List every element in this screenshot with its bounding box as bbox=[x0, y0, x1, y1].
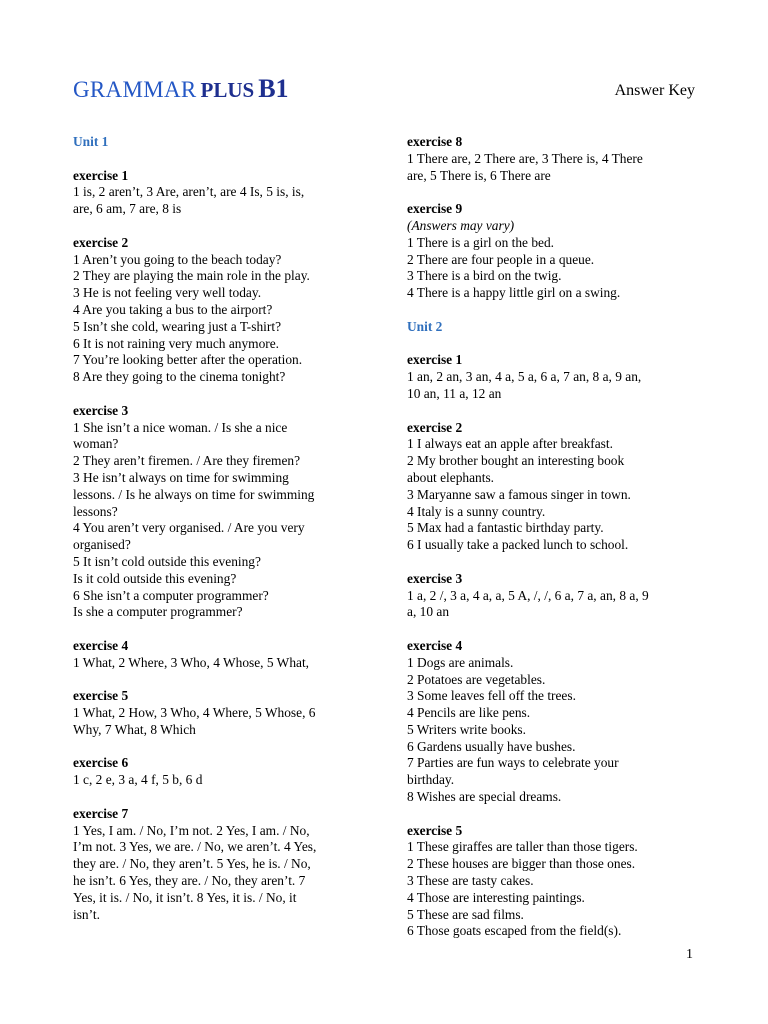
u2-exercise-5 bbox=[407, 823, 697, 941]
exercise-title: exercise 1 bbox=[73, 167, 129, 183]
exercise-answers: 1 a, 2 /, 3 a, 4 a, a, 5 A, /, /, 6 a, 7 a, an, 8 a, 9 a, 10 an bbox=[407, 587, 649, 620]
exercise-note: (Answers may vary) bbox=[407, 217, 515, 233]
exercise-answers: 1 These giraffes are taller than those tigers. 2 These houses are bigger than those ones. 3 These are tasty cakes. 4 Those are interesting paintings. 5 These are sad films. 6 Those goats escaped from the field(s). bbox=[407, 839, 638, 939]
exercise-title: exercise 3 bbox=[73, 402, 129, 418]
exercise-title: exercise 9 bbox=[407, 201, 463, 217]
u2-exercise-2 bbox=[407, 420, 697, 554]
exercise-title: exercise 8 bbox=[407, 134, 463, 149]
u1-exercise-8 bbox=[407, 134, 697, 184]
u1-exercise-7 bbox=[73, 806, 363, 924]
exercise-answers: 1 c, 2 e, 3 a, 4 f, 5 b, 6 d bbox=[73, 772, 203, 788]
unit-2-heading: Unit 2 bbox=[407, 318, 443, 334]
exercise-answers: 1 Dogs are animals. 2 Potatoes are vegetables. 3 Some leaves fell off the trees. 4 Pencils are like pens. 5 Writers write books. 6 Gardens usually have bushes. 7 Parties are fun ways to celebrate your birthday. 8 Wishes are special dreams. bbox=[407, 654, 619, 805]
u1-exercise-3 bbox=[73, 403, 363, 621]
exercise-answers: 1 There is a girl on the bed. 2 There are four people in a queue. 3 There is a bird on the twig. 4 There is a happy little girl on a swing. bbox=[407, 234, 621, 301]
u1-exercise-2 bbox=[73, 235, 363, 386]
exercise-title: exercise 2 bbox=[407, 419, 463, 435]
exercise-answers: 1 What, 2 Where, 3 Who, 4 Whose, 5 What, bbox=[73, 654, 310, 670]
page-number: 1 bbox=[686, 947, 693, 962]
exercise-answers: 1 There are, 2 There are, 3 There is, 4 There are, 5 There is, 6 There are bbox=[407, 150, 643, 183]
u1-exercise-9 bbox=[407, 201, 697, 302]
u2-exercise-1 bbox=[407, 352, 697, 402]
exercise-title: exercise 6 bbox=[73, 755, 129, 771]
exercise-title: exercise 2 bbox=[73, 234, 129, 250]
right-column bbox=[407, 134, 697, 957]
brand-grammar: GRAMMAR bbox=[73, 77, 197, 102]
exercise-answers: 1 Aren’t you going to the beach today? 2 They are playing the main role in the play. 3 He is not feeling very well today. 4 Are you taking a bus to the airport? 5 Isn’t she cold, wearing just a T-shirt? 6 It is not raining very much anymore. 7 You’re looking better after the operation. 8 Are they going to the cinema tonight? bbox=[73, 251, 310, 385]
u1-exercise-1 bbox=[73, 168, 363, 218]
exercise-title: exercise 4 bbox=[407, 637, 463, 653]
left-column bbox=[73, 134, 363, 940]
exercise-answers: 1 She isn’t a nice woman. / Is she a nice woman? 2 They aren’t firemen. / Are they firemen? 3 He isn’t always on time for swimming lessons. / Is he always on time for swimming lessons? 4 You aren’t very organised. / Are you very organised? 5 It isn’t cold outside this evening? Is it cold outside this evening? 6 She isn’t a computer programmer? Is she a computer programmer? bbox=[73, 419, 315, 620]
exercise-title: exercise 4 bbox=[73, 637, 129, 653]
exercise-answers: 1 is, 2 aren’t, 3 Are, aren’t, are 4 Is, 5 is, is, are, 6 am, 7 are, 8 is bbox=[73, 184, 305, 217]
u1-exercise-6 bbox=[73, 755, 363, 789]
exercise-answers: 1 I always eat an apple after breakfast. 2 My brother bought an interesting book about elephants. 3 Maryanne saw a famous singer in town. 4 Italy is a sunny country. 5 Max had a fantastic birthday party. 6 I usually take a packed lunch to school. bbox=[407, 436, 631, 553]
u1-exercise-5 bbox=[73, 688, 363, 738]
exercise-title: exercise 1 bbox=[407, 352, 463, 368]
exercise-title: exercise 5 bbox=[73, 688, 129, 704]
unit-1-heading: Unit 1 bbox=[73, 134, 109, 149]
page-header bbox=[73, 74, 695, 106]
exercise-answers: 1 Yes, I am. / No, I’m not. 2 Yes, I am. / No, I’m not. 3 Yes, we are. / No, we aren’t. 4 Yes, they are. / No, they aren’t. 5 Yes, he is. / No, he isn’t. 6 Yes, they are. / No, they aren’t. 7 Yes, it is. / No, it isn’t. 8 Yes, it is. / No, it isn’t. bbox=[73, 822, 317, 922]
brand-level: B1 bbox=[258, 74, 289, 103]
exercise-title: exercise 7 bbox=[73, 805, 129, 821]
brand-title bbox=[73, 74, 289, 104]
brand-plus: PLUS bbox=[200, 78, 255, 102]
answer-key-label: Answer Key bbox=[614, 82, 695, 99]
exercise-answers: 1 an, 2 an, 3 an, 4 a, 5 a, 6 a, 7 an, 8 a, 9 an, 10 an, 11 a, 12 an bbox=[407, 369, 642, 401]
exercise-title: exercise 5 bbox=[407, 822, 463, 838]
u2-exercise-3 bbox=[407, 571, 697, 621]
exercise-answers: 1 What, 2 How, 3 Who, 4 Where, 5 Whose, 6 Why, 7 What, 8 Which bbox=[73, 705, 316, 737]
u2-exercise-4 bbox=[407, 638, 697, 806]
exercise-title: exercise 3 bbox=[407, 570, 463, 586]
u1-exercise-4 bbox=[73, 638, 363, 672]
